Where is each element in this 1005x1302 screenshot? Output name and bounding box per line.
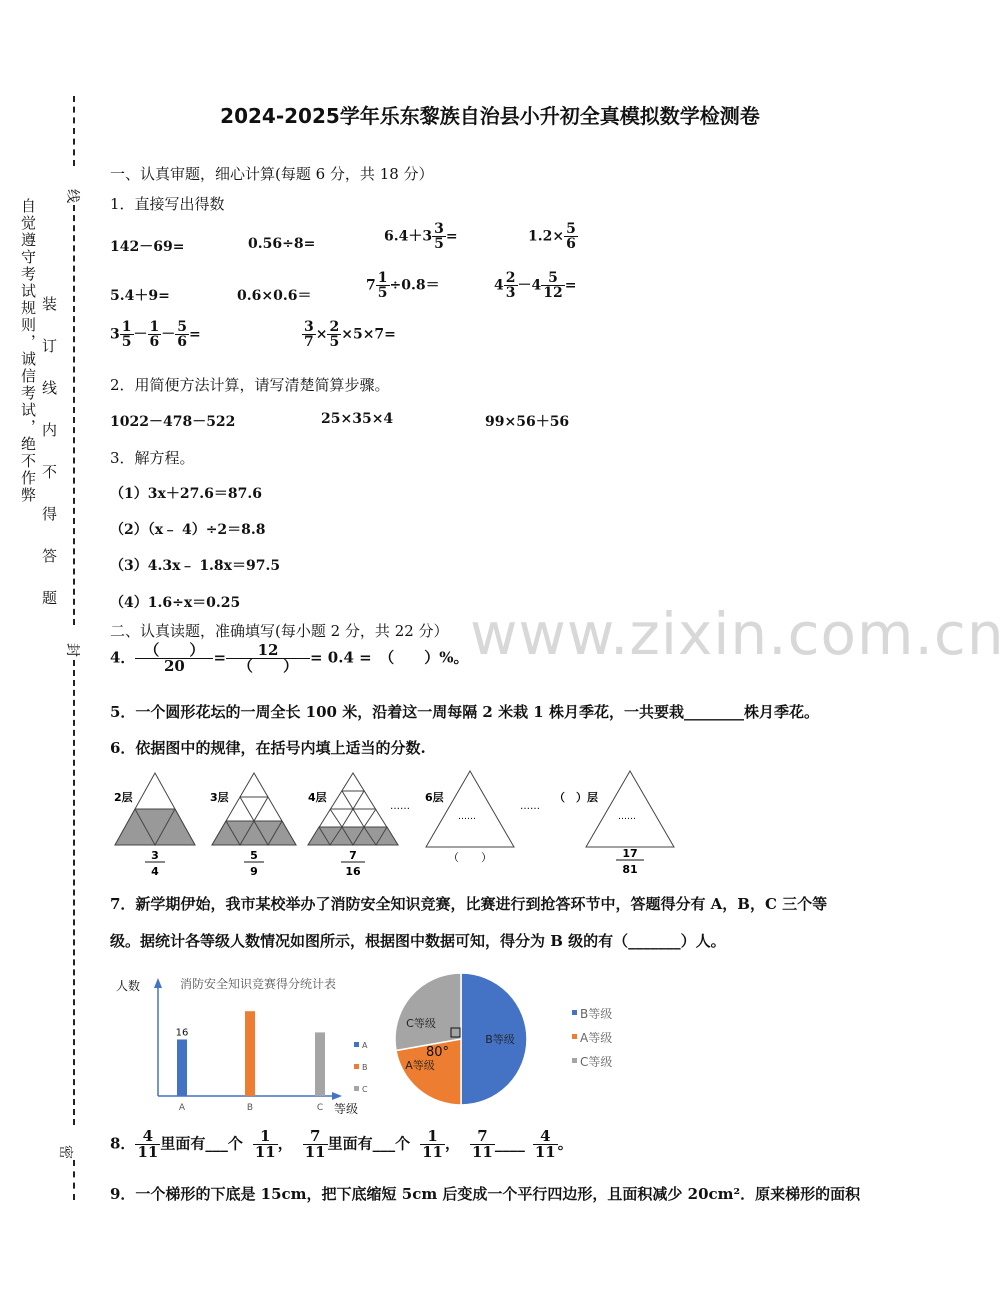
binding-char: 答 bbox=[42, 547, 58, 565]
binding-char: 线 bbox=[42, 379, 58, 397]
y-axis-arrow bbox=[154, 978, 162, 988]
binding-line-bottom bbox=[73, 1160, 75, 1200]
legend-swatch bbox=[572, 1034, 577, 1039]
q7-line2: 级。据统计各等级人数情况如图所示，根据图中数据可知，得分为 B 级的有（_______）人。 bbox=[110, 932, 726, 950]
q5: 5．一个圆形花坛的一周全长 100 米，沿着这一周每隔 2 米栽 1 株月季花，一共要栽________株月季花。 bbox=[110, 703, 819, 721]
x-axis-arrow bbox=[332, 1092, 342, 1100]
q1-label: 1．直接写出得数 bbox=[110, 195, 225, 213]
layer-label: 6层 bbox=[425, 791, 444, 804]
legend-label: A bbox=[362, 1041, 368, 1050]
q3-label: 3．解方程。 bbox=[110, 449, 195, 467]
layer-label: （ ）层 bbox=[554, 791, 598, 804]
section2-heading: 二、认真读题，准确填写(每小题 2 分，共 22 分） bbox=[110, 622, 449, 640]
shaded-region bbox=[115, 809, 195, 845]
legend-swatch bbox=[354, 1042, 359, 1047]
q4: 4． $\frac{( )}{20}$ = $\frac{12}{( )}$ = 0.4 = （ ）%。 bbox=[110, 641, 469, 675]
q3-item: （2）（x﹣ 4）÷2＝8.8 bbox=[110, 522, 266, 538]
data-label: 16 bbox=[175, 1027, 189, 1039]
layer-label: 2层 bbox=[114, 791, 133, 804]
triangle-6-layer bbox=[426, 771, 514, 847]
q1-item: 0.56÷8= bbox=[248, 236, 316, 252]
q1-item: 1.2× $\frac{5}{6}$ bbox=[528, 221, 576, 252]
bar-A bbox=[177, 1039, 187, 1096]
fraction-den: 9 bbox=[250, 865, 258, 878]
dots: …… bbox=[458, 812, 476, 822]
x-tick-label: B bbox=[246, 1103, 254, 1113]
triangle-n-layer bbox=[586, 771, 674, 847]
binding-chars bbox=[42, 293, 60, 629]
q1-item: 6.4＋3 $\frac{3}{5}$ = bbox=[384, 221, 458, 252]
binding-line-mid bbox=[73, 205, 75, 625]
q1-item: 3 $\frac{1}{5}$ － $\frac{1}{6}$ － $\frac{5}{6}$ = bbox=[110, 319, 201, 350]
layer-label: 4层 bbox=[308, 791, 327, 804]
y-axis-label: 人数 bbox=[116, 979, 141, 993]
legend-label: C等级 bbox=[580, 1055, 613, 1069]
slice-label: C等级 bbox=[406, 1017, 436, 1030]
watermark: www.zixin.com.cn bbox=[470, 600, 1005, 668]
dots: …… bbox=[618, 812, 636, 822]
q6-triangles bbox=[108, 765, 688, 880]
angle-label: 80° bbox=[426, 1045, 450, 1060]
binding-char: 不 bbox=[42, 463, 58, 481]
dots: …… bbox=[390, 801, 410, 812]
q3-item: （1）3x＋27.6＝87.6 bbox=[110, 486, 263, 502]
pie-chart bbox=[390, 966, 630, 1111]
cut-label-1: 线 bbox=[64, 189, 80, 203]
q2-item: 1022－478－522 bbox=[110, 414, 236, 430]
bar-chart bbox=[112, 970, 372, 1120]
binding-char: 题 bbox=[42, 589, 58, 607]
bar-C bbox=[315, 1032, 325, 1096]
shaded-region bbox=[308, 827, 398, 845]
q1-item: 5.4＋9= bbox=[110, 288, 170, 304]
binding-char: 订 bbox=[42, 337, 58, 355]
fraction-den: 4 bbox=[151, 865, 159, 878]
section1-heading: 一、认真审题，细心计算(每题 6 分，共 18 分） bbox=[110, 165, 434, 183]
cut-label-3: 密 bbox=[57, 1145, 73, 1159]
legend-swatch bbox=[572, 1010, 577, 1015]
page-title: 2024-2025学年乐东黎族自治县小升初全真模拟数学检测卷 bbox=[220, 104, 760, 128]
binding-char: 得 bbox=[42, 505, 58, 523]
fraction-num: 7 bbox=[349, 849, 357, 862]
slice-label: B等级 bbox=[485, 1033, 515, 1046]
q1-item: 4 $\frac{2}{3}$ －4 $\frac{5}{12}$ = bbox=[494, 270, 577, 301]
fraction-blank: （ ） bbox=[448, 851, 492, 864]
cut-label-2: 封 bbox=[64, 643, 80, 657]
fraction-num: 17 bbox=[622, 847, 638, 860]
x-axis-label: 等级 bbox=[334, 1102, 359, 1116]
q3-item: （3）4.3x﹣ 1.8x＝97.5 bbox=[110, 558, 281, 574]
legend-label: C bbox=[362, 1085, 368, 1094]
fraction-num: 5 bbox=[250, 849, 258, 862]
q1-item: $\frac{3}{7}$ × $\frac{2}{5}$ ×5×7= bbox=[304, 319, 396, 350]
legend-swatch bbox=[572, 1058, 577, 1063]
slice-label: A等级 bbox=[405, 1059, 435, 1072]
dots: …… bbox=[520, 801, 540, 812]
q2-item: 99×56＋56 bbox=[485, 414, 570, 430]
legend-swatch bbox=[354, 1086, 359, 1091]
q2-label: 2．用简便方法计算，请写清楚简算步骤。 bbox=[110, 376, 390, 394]
fraction-num: 3 bbox=[151, 849, 159, 862]
chart-title: 消防安全知识竞赛得分统计表 bbox=[180, 977, 337, 991]
q9: 9．一个梯形的下底是 15cm，把下底缩短 5cm 后变成一个平行四边形，且面积减少 20cm²．原来梯形的面积 bbox=[110, 1185, 861, 1203]
binding-char: 内 bbox=[42, 421, 58, 439]
q1-item: 0.6×0.6＝ bbox=[237, 288, 312, 304]
bar-B bbox=[245, 1011, 255, 1096]
q1-item: 142－69= bbox=[110, 239, 185, 255]
legend-label: B等级 bbox=[580, 1007, 613, 1021]
legend-label: A等级 bbox=[580, 1031, 613, 1045]
q8: 8． $\frac{4}{11}$ 里面有___个 $\frac{1}{11}$ ， $\frac{7}{11}$ 里面有___个 $\frac{1}{11}$ ， $\frac{7}{11}$ ____ $\frac{4}{11}$ 。 bbox=[110, 1127, 573, 1161]
exam-notice: 自觉遵守考试规则，诚信考试，绝不作弊 bbox=[19, 198, 37, 504]
binding-char: 装 bbox=[42, 295, 58, 313]
legend-label: B bbox=[362, 1063, 368, 1072]
shaded-region bbox=[212, 821, 296, 845]
q3-item: （4）1.6÷x＝0.25 bbox=[110, 595, 241, 611]
legend-swatch bbox=[354, 1064, 359, 1069]
q1-item: 7 $\frac{1}{5}$ ÷0.8＝ bbox=[366, 270, 440, 301]
fraction-den: 16 bbox=[345, 865, 361, 878]
q2-item: 25×35×4 bbox=[321, 411, 394, 427]
q7-line1: 7．新学期伊始，我市某校举办了消防安全知识竞赛，比赛进行到抢答环节中，答题得分有 A，B，C 三个等 bbox=[110, 895, 828, 913]
fraction-den: 81 bbox=[622, 863, 638, 876]
x-tick-label: A bbox=[178, 1103, 186, 1113]
layer-label: 3层 bbox=[210, 791, 229, 804]
q6-label: 6．依据图中的规律，在括号内填上适当的分数. bbox=[110, 739, 426, 757]
binding-line-lower bbox=[73, 660, 75, 1125]
pie-slice-C等级 bbox=[395, 973, 461, 1050]
x-tick-label: C bbox=[316, 1103, 324, 1113]
